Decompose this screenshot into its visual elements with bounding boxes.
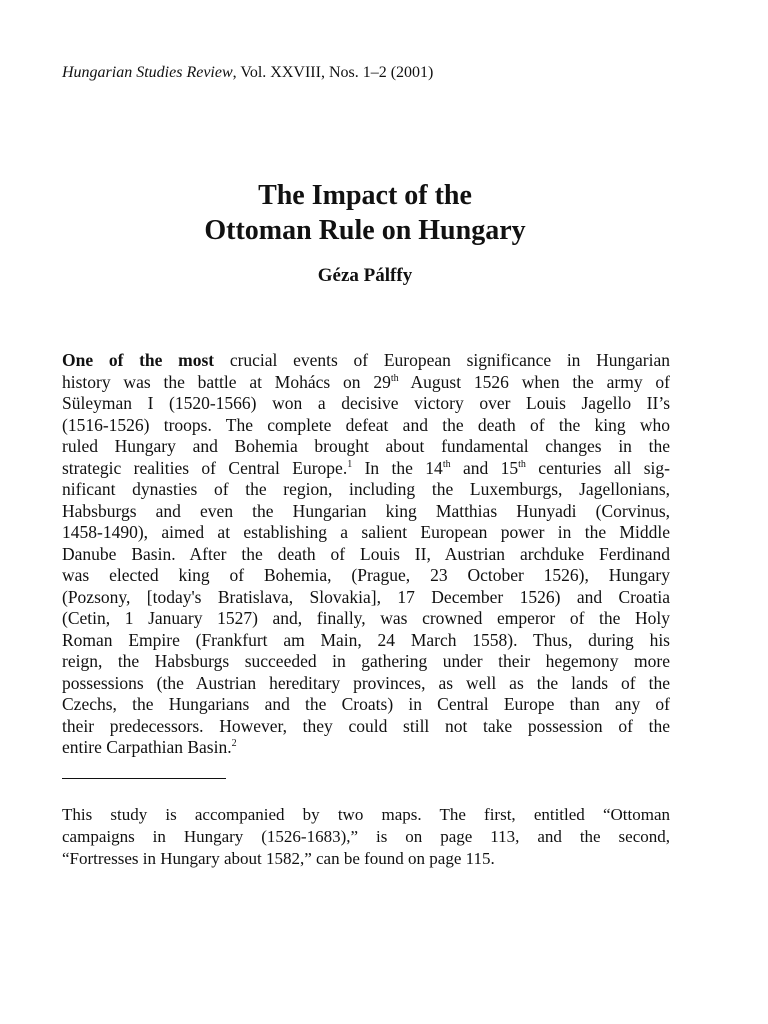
lead-in: One of the most bbox=[62, 350, 215, 370]
text-line: nificant dynasties of the region, including the Luxemburgs, Jagellonians, bbox=[62, 479, 670, 499]
text-run: and 15 bbox=[450, 457, 519, 478]
author-name: Géza Pálffy bbox=[317, 265, 413, 286]
text-run: history was the battle at Mohács on 29 bbox=[62, 371, 391, 392]
text-line bbox=[62, 350, 670, 372]
superscript: th bbox=[442, 458, 451, 470]
footnote-line: “Fortresses in Hungary about 1582,” can be found on page 115. bbox=[62, 849, 495, 868]
footnote-ref-1[interactable]: 1 bbox=[347, 458, 353, 470]
body-paragraph bbox=[62, 350, 670, 759]
footnote-line: campaigns in Hungary (1526-1683),” is on page 113, and the second, bbox=[62, 827, 670, 846]
footnote-divider bbox=[62, 778, 226, 779]
text-run: August 1526 when the army of bbox=[398, 371, 670, 392]
text-line: 1458-1490), aimed at establishing a salient European power in the Middle bbox=[62, 522, 670, 542]
text-line bbox=[62, 372, 670, 394]
text-line: possessions (the Austrian hereditary provinces, as well as the lands of the bbox=[62, 672, 670, 693]
text-run: centuries all sig- bbox=[525, 457, 670, 478]
text-line bbox=[62, 737, 670, 759]
superscript: th bbox=[390, 372, 399, 384]
footnote bbox=[62, 804, 670, 870]
text-run: entire Carpathian Basin. bbox=[62, 737, 232, 757]
text-line: Süleyman I (1520-1566) won a decisive victory over Louis Jagello II’s bbox=[62, 393, 670, 413]
journal-name: Hungarian Studies Review bbox=[62, 64, 233, 81]
text-run: crucial events of European significance in Hungarian bbox=[214, 350, 671, 370]
title-line-2: Ottoman Rule on Hungary bbox=[204, 215, 526, 246]
article-title bbox=[62, 178, 668, 248]
text-run: strategic realities of Central Europe. bbox=[62, 457, 348, 478]
text-line: (Cetin, 1 January 1527) and, finally, was crowned emperor of the Holy bbox=[62, 608, 670, 628]
text-line: (1516-1526) troops. The complete defeat and the death of the king who bbox=[62, 414, 670, 435]
text-line: their predecessors. However, they could still not take possession of the bbox=[62, 715, 670, 736]
text-line: (Pozsony, [today's Bratislava, Slovakia], 17 December 1526) and Croatia bbox=[62, 586, 670, 607]
text-line: Roman Empire (Frankfurt am Main, 24 March 1558). Thus, during his bbox=[62, 629, 670, 650]
text-line: reign, the Habsburgs succeeded in gathering under their hegemony more bbox=[62, 651, 670, 671]
text-line: Danube Basin. After the death of Louis II, Austrian archduke Ferdinand bbox=[62, 543, 670, 564]
text-run: In the 14 bbox=[352, 457, 443, 478]
text-line: Habsburgs and even the Hungarian king Matthias Hunyadi (Corvinus, bbox=[62, 500, 670, 521]
text-line bbox=[62, 458, 670, 480]
superscript: th bbox=[518, 458, 526, 470]
issue-info: , Vol. XXVIII, Nos. 1–2 (2001) bbox=[232, 64, 434, 81]
text-line: Czechs, the Hungarians and the Croats) in Central Europe than any of bbox=[62, 694, 670, 714]
text-line: ruled Hungary and Bohemia brought about fundamental changes in the bbox=[62, 436, 670, 456]
footnote-line: This study is accompanied by two maps. The first, entitled “Ottoman bbox=[62, 805, 670, 824]
title-line-1: The Impact of the bbox=[258, 180, 472, 211]
running-head bbox=[62, 64, 702, 82]
footnote-ref-2[interactable]: 2 bbox=[231, 738, 237, 749]
text-line: was elected king of Bohemia, (Prague, 23 October 1526), Hungary bbox=[62, 565, 670, 585]
